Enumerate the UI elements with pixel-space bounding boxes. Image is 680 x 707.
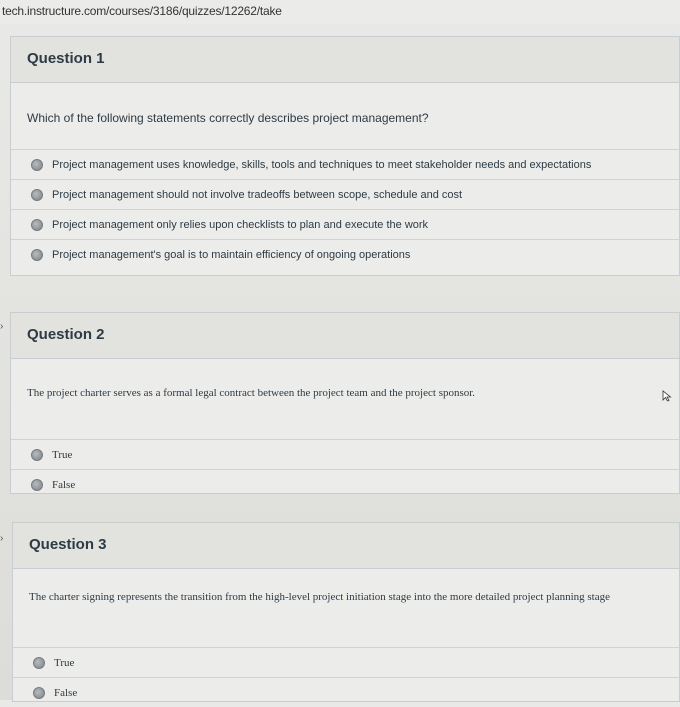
radio-button[interactable] — [31, 189, 43, 201]
question-3-title: Question 3 — [13, 523, 679, 569]
radio-button[interactable] — [31, 249, 43, 261]
question-2 — [10, 312, 680, 494]
radio-button[interactable] — [33, 687, 45, 699]
answer-option[interactable] — [11, 239, 679, 269]
question-2-answers — [11, 439, 679, 499]
answer-option[interactable] — [11, 439, 679, 469]
radio-button[interactable] — [31, 219, 43, 231]
radio-button[interactable] — [31, 479, 43, 491]
question-3-marker-icon: › — [0, 533, 4, 544]
radio-button[interactable] — [33, 657, 45, 669]
answer-label: False — [52, 478, 76, 491]
answer-option[interactable] — [13, 677, 679, 707]
question-3 — [12, 522, 680, 702]
answer-label: True — [52, 448, 73, 461]
question-2-title: Question 2 — [11, 313, 679, 359]
question-3-answers — [13, 647, 679, 707]
answer-label: True — [54, 656, 75, 669]
question-1 — [10, 36, 680, 276]
question-1-text: Which of the following statements correctly describes project management? — [27, 111, 429, 125]
answer-label: Project management should not involve tradeoffs between scope, schedule and cost — [52, 188, 463, 201]
question-2-marker-icon: › — [0, 321, 4, 332]
answer-label: Project management only relies upon checklists to plan and execute the work — [52, 218, 429, 231]
answer-label: Project management uses knowledge, skills, tools and techniques to meet stakeholder needs and expectations — [52, 158, 592, 171]
answer-option[interactable] — [11, 209, 679, 239]
mouse-pointer-icon — [662, 390, 672, 402]
question-1-answers — [11, 149, 679, 269]
answer-option[interactable] — [11, 469, 679, 499]
radio-button[interactable] — [31, 159, 43, 171]
question-2-text: The project charter serves as a formal legal contract between the project team and the project sponsor. — [27, 387, 476, 399]
answer-label: False — [54, 686, 78, 699]
answer-option[interactable] — [13, 647, 679, 677]
answer-option[interactable] — [11, 149, 679, 179]
answer-label: Project management's goal is to maintain efficiency of ongoing operations — [52, 248, 411, 261]
answer-option[interactable] — [11, 179, 679, 209]
radio-button[interactable] — [31, 449, 43, 461]
url-text: tech.instructure.com/courses/3186/quizzes/12262/take — [2, 4, 282, 18]
question-3-text: The charter signing represents the transition from the high-level project initiation stage into the more detailed project planning stage — [29, 591, 610, 603]
address-bar[interactable] — [0, 0, 680, 24]
question-1-title: Question 1 — [11, 37, 679, 83]
